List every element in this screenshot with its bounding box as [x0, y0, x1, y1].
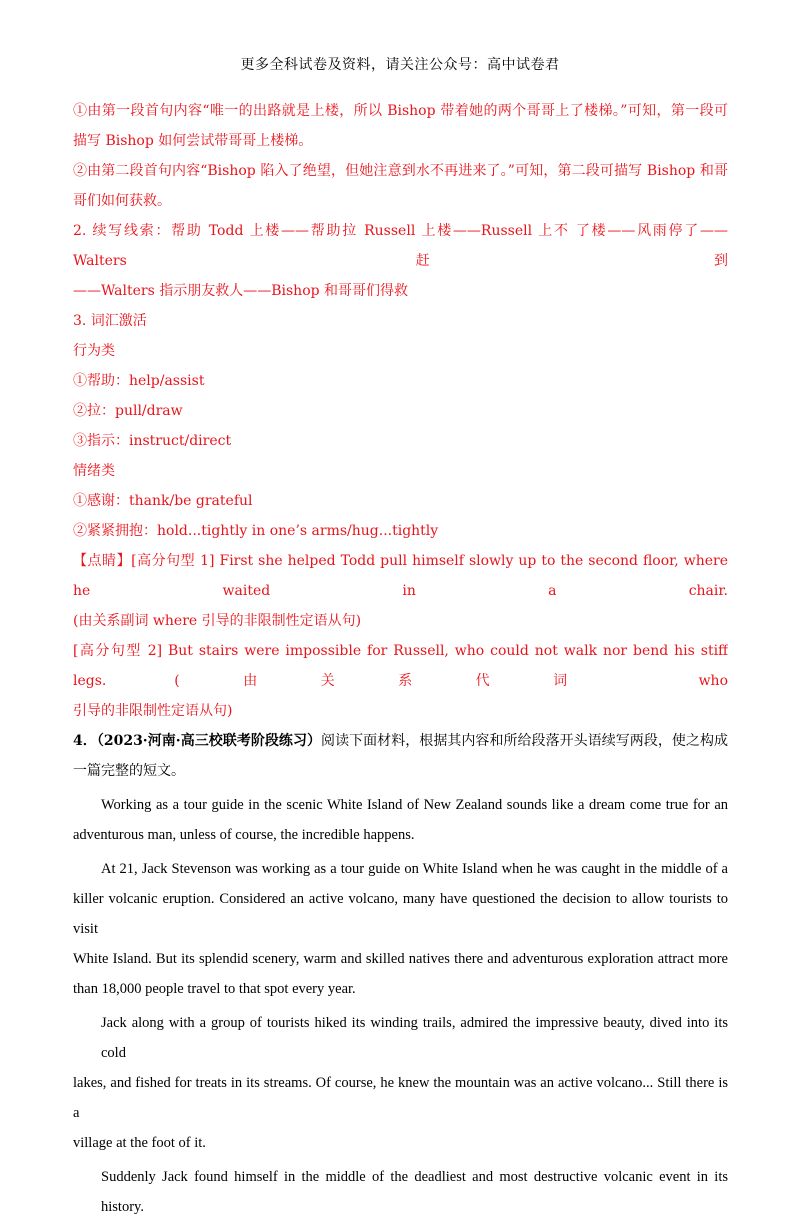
action-item-1: ①帮助：help/assist [73, 373, 205, 389]
page-content [73, 96, 728, 1222]
passage-para-3-line-2: lakes, and fished for treats in its streams. Of course, he knew the mountain was an active volcano... Still there is a [73, 1075, 728, 1121]
action-item-3: ③指示：instruct/direct [73, 433, 232, 449]
action-item-2: ②拉：pull/draw [73, 403, 183, 419]
answer-point-1-line-2: 描写 Bishop 如何尝试带哥哥上楼梯。 [73, 133, 313, 149]
tip-line-4: 引导的非限制性定语从句) [73, 703, 233, 719]
passage-para-2-line-1: At 21, Jack Stevenson was working as a tour guide on White Island when he was caught in the middle of a [101, 861, 728, 877]
emotion-category-title: 情绪类 [73, 463, 115, 479]
emotion-item-1: ①感谢：thank/be grateful [73, 493, 253, 509]
passage-para-1-line-1: Working as a tour guide in the scenic White Island of New Zealand sounds like a dream come true for an [101, 797, 728, 813]
passage-para-3-line-1: Jack along with a group of tourists hiked its winding trails, admired the impressive beauty, dived into its cold [101, 1015, 728, 1061]
clue-line-1: 2. 续写线索：帮助 Todd 上楼——帮助拉 Russell 上楼——Russell 上不 了楼——风雨停了——Walters 赶到 [73, 223, 728, 269]
clue-line-2: ——Walters 指示朋友救人——Bishop 和哥哥们得救 [73, 283, 409, 299]
passage-para-4-line-1: Suddenly Jack found himself in the middle of the deadliest and most destructive volcanic event in its history. [101, 1169, 728, 1215]
question-heading [73, 726, 728, 756]
vocab-title: 3. 词汇激活 [73, 313, 147, 329]
answer-point-2-line-1: ②由第二段首句内容“Bishop 陷入了绝望，但她注意到水不再进来了。”可知，第二段可描写 Bishop 和哥 [73, 163, 728, 179]
emotion-item-2: ②紧紧拥抱：hold...tightly in one’s arms/hug...tightly [73, 523, 439, 539]
question-source: （2023·河南·高三校联考阶段练习） [96, 733, 322, 749]
tip-line-2: (由关系副词 where 引导的非限制性定语从句) [73, 613, 362, 629]
tip-line-1: 【点睛】[高分句型 1] First she helped Todd pull himself slowly up to the second floor, where he waited in a chair. [73, 553, 728, 599]
passage-para-2-line-2: killer volcanic eruption. Considered an active volcano, many have questioned the decision to allow tourists to visit [73, 891, 728, 937]
answer-point-2-line-2: 哥们如何获救。 [73, 193, 171, 209]
passage-para-2-line-4: than 18,000 people travel to that spot every year. [73, 981, 356, 997]
answer-point-1-line-1: ①由第一段首句内容“唯一的出路就是上楼，所以 Bishop 带着她的两个哥哥上了楼梯。”可知，第一段可 [73, 103, 728, 119]
page-header: 更多全科试卷及资料，请关注公众号：高中试卷君 [240, 57, 560, 73]
question-instruction-line-2: 一篇完整的短文。 [73, 763, 185, 779]
passage-para-3-line-3: village at the foot of it. [73, 1135, 206, 1151]
question-instruction: 阅读下面材料，根据其内容和所给段落开头语续写两段，使之构成 [321, 733, 728, 749]
passage-para-1-line-2: adventurous man, unless of course, the incredible happens. [73, 827, 415, 843]
action-category-title: 行为类 [73, 343, 115, 359]
tip-line-3: [高分句型 2] But stairs were impossible for Russell, who could not walk nor bend his stiff legs. (由关系代词 who [73, 643, 728, 689]
question-number: 4． [73, 733, 97, 749]
reading-passage [73, 790, 728, 1222]
passage-para-2-line-3: White Island. But its splendid scenery, warm and skilled natives there and adventurous exploration attract more [73, 951, 728, 967]
